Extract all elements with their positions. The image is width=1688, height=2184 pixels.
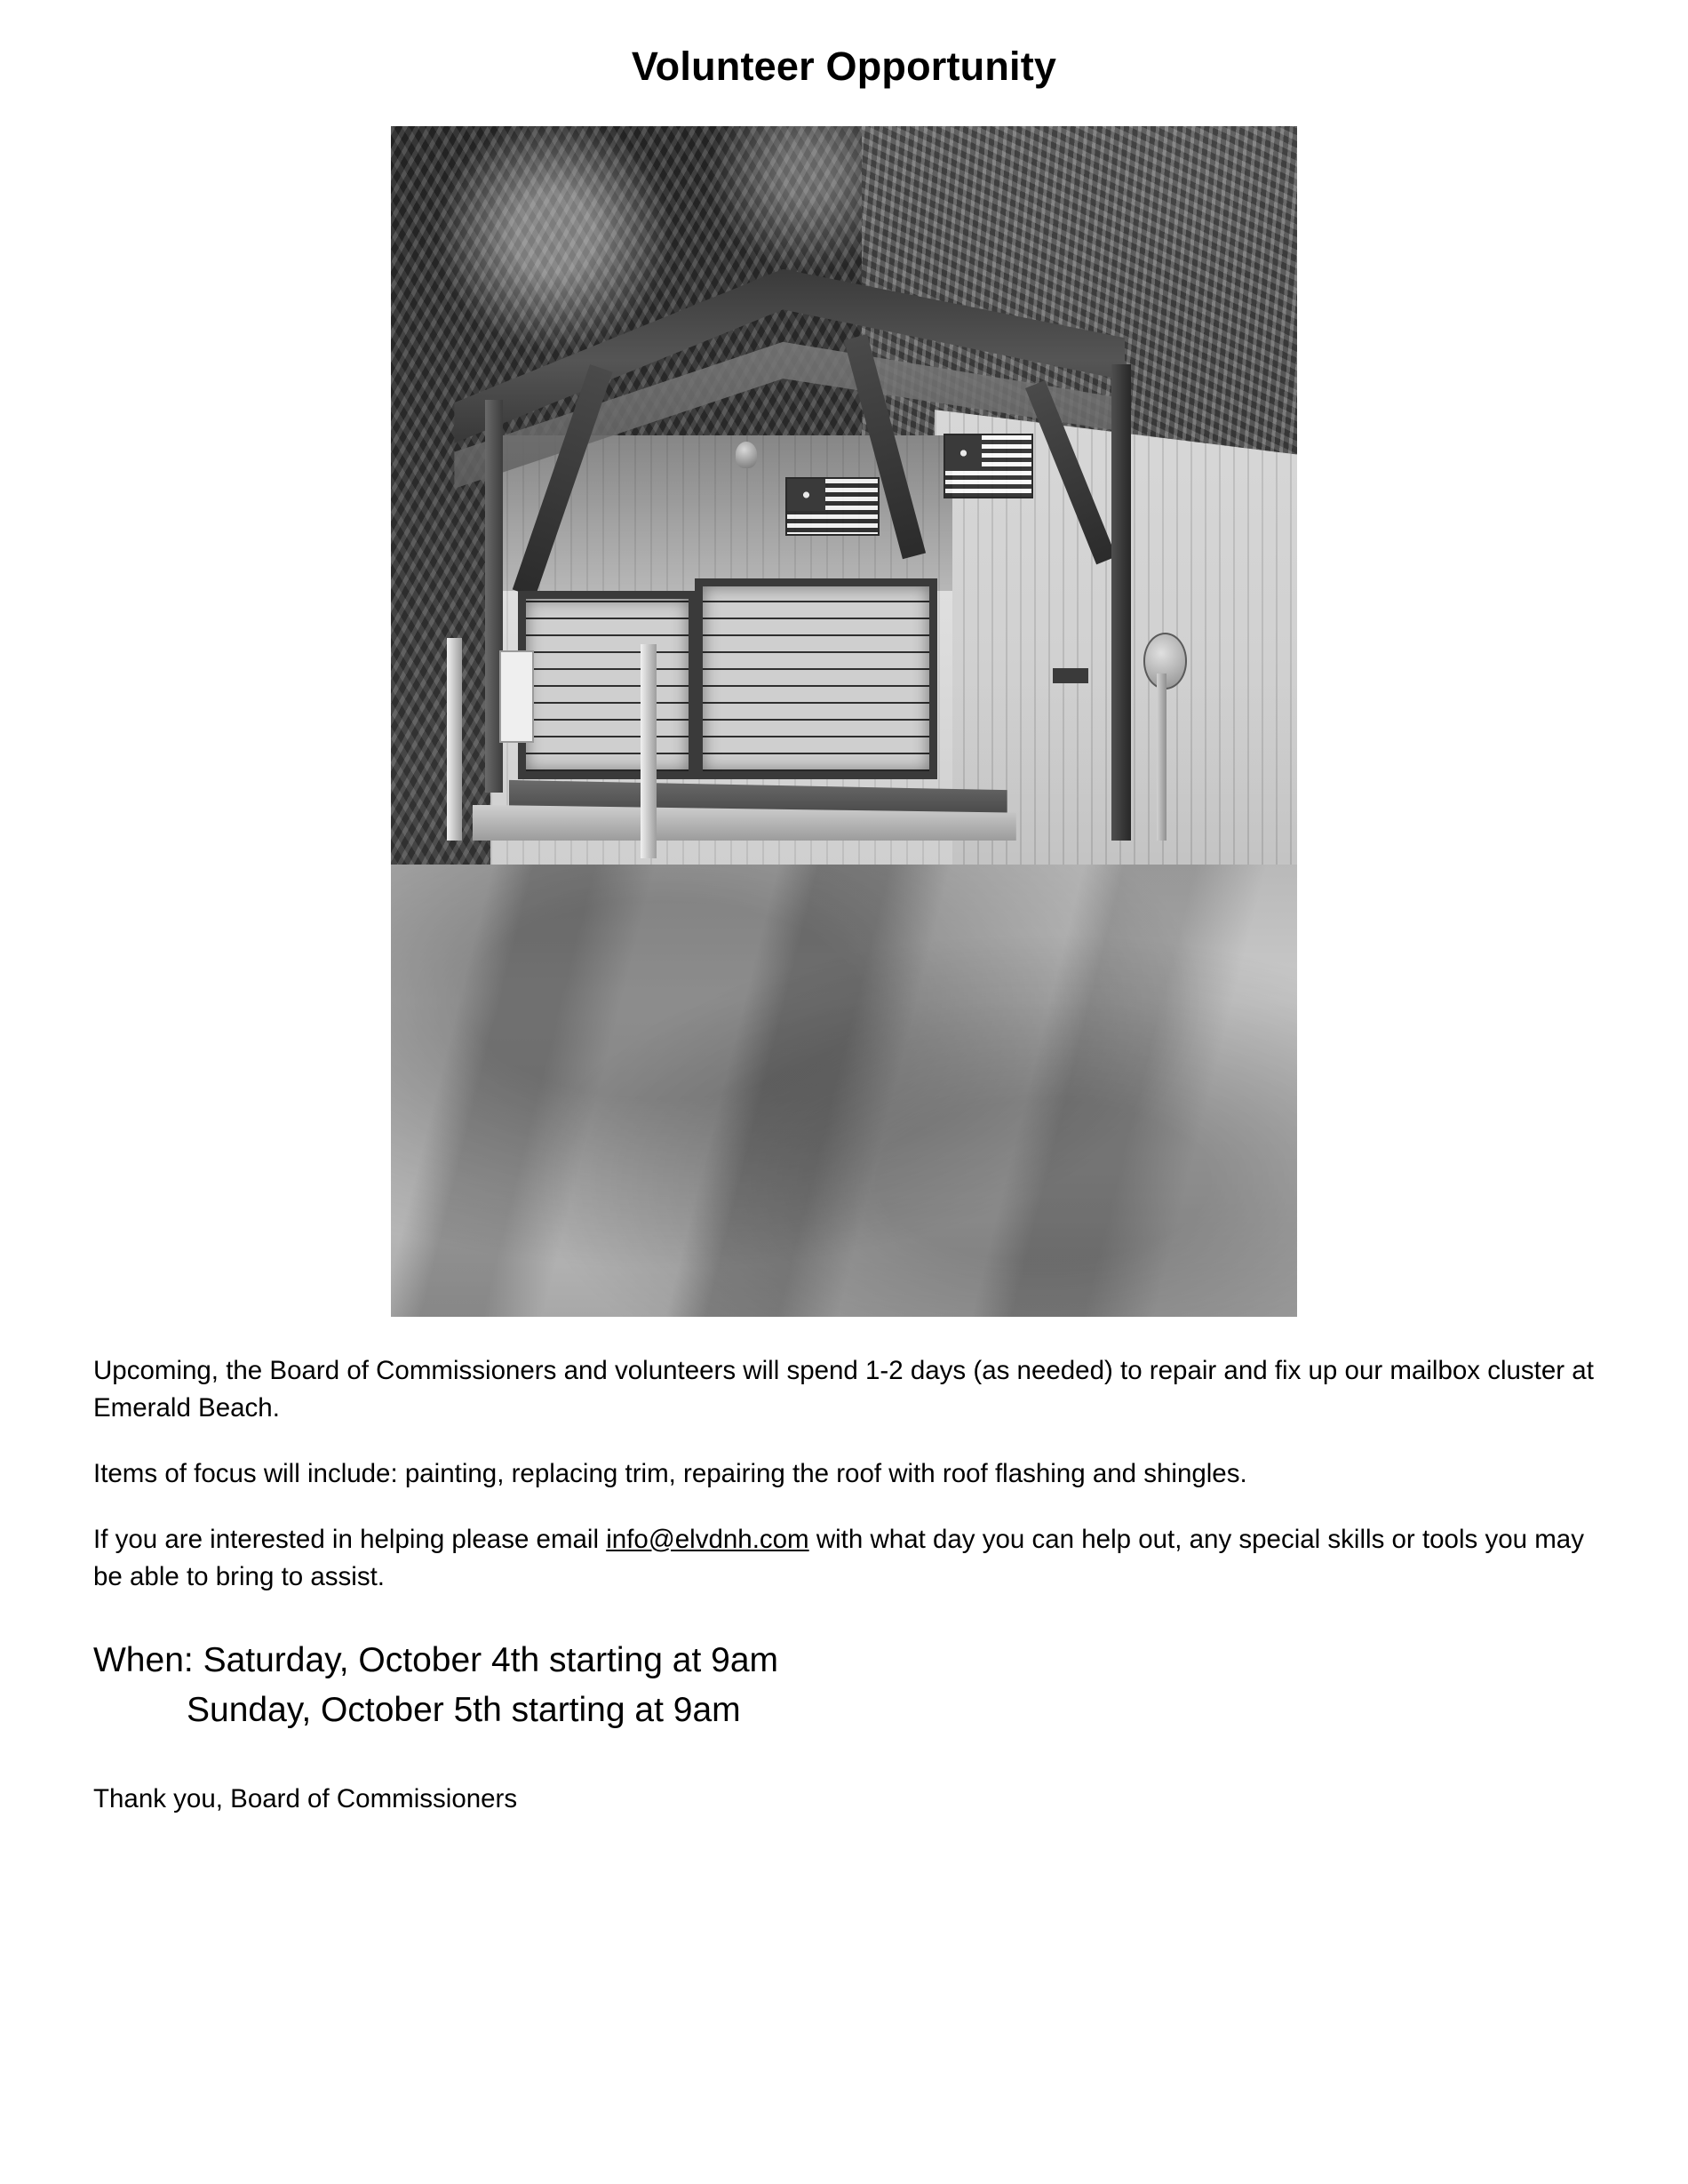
paragraph-focus: Items of focus will include: painting, replacing trim, repairing the roof with roof flashing and shingles. [93,1458,1247,1488]
photo-light-fixture [736,442,757,467]
photo-mailbox-bank [695,578,937,779]
photo-flag-canton [787,479,825,511]
photo-wall-box [499,650,534,744]
photo-bollard [641,644,657,858]
when-label: When: [93,1641,203,1680]
body-copy [0,1352,1688,1595]
contact-text-before: If you are interested in helping please email [93,1524,607,1554]
paragraph-contact [93,1521,1595,1596]
photo-flag-canton [945,435,982,471]
photo-ground-shadows [391,865,1297,1317]
email-link[interactable]: info@elvdnh.com [606,1524,809,1554]
when-block [0,1623,1688,1734]
document-page [0,43,1688,2184]
photo-mail-slot [1053,668,1089,683]
when-date-saturday: Saturday, October 4th starting at 9am [203,1641,779,1680]
mailbox-cluster-photo [391,126,1297,1317]
photo-mailbox-bank [518,591,697,779]
when-line-saturday [93,1636,1595,1685]
photo-support-post [1111,364,1131,841]
contact-text-after: with what day you can help out, any special skills or tools you may be able to bring to assist. [93,1524,1584,1591]
photo-flag [785,477,880,536]
photo-flag [944,434,1033,499]
paragraph-intro: Upcoming, the Board of Commissioners and volunteers will spend 1-2 days (as needed) to repair and fix up our mailbox cluster at Emerald Beach. [93,1356,1594,1423]
photo-bollard [447,638,461,841]
when-line-sunday: Sunday, October 5th starting at 9am [187,1690,741,1729]
photo-downspout [1157,674,1166,841]
signoff: Thank you, Board of Commissioners [93,1784,518,1814]
page-title: Volunteer Opportunity [631,44,1057,89]
photo-container [0,126,1688,1317]
